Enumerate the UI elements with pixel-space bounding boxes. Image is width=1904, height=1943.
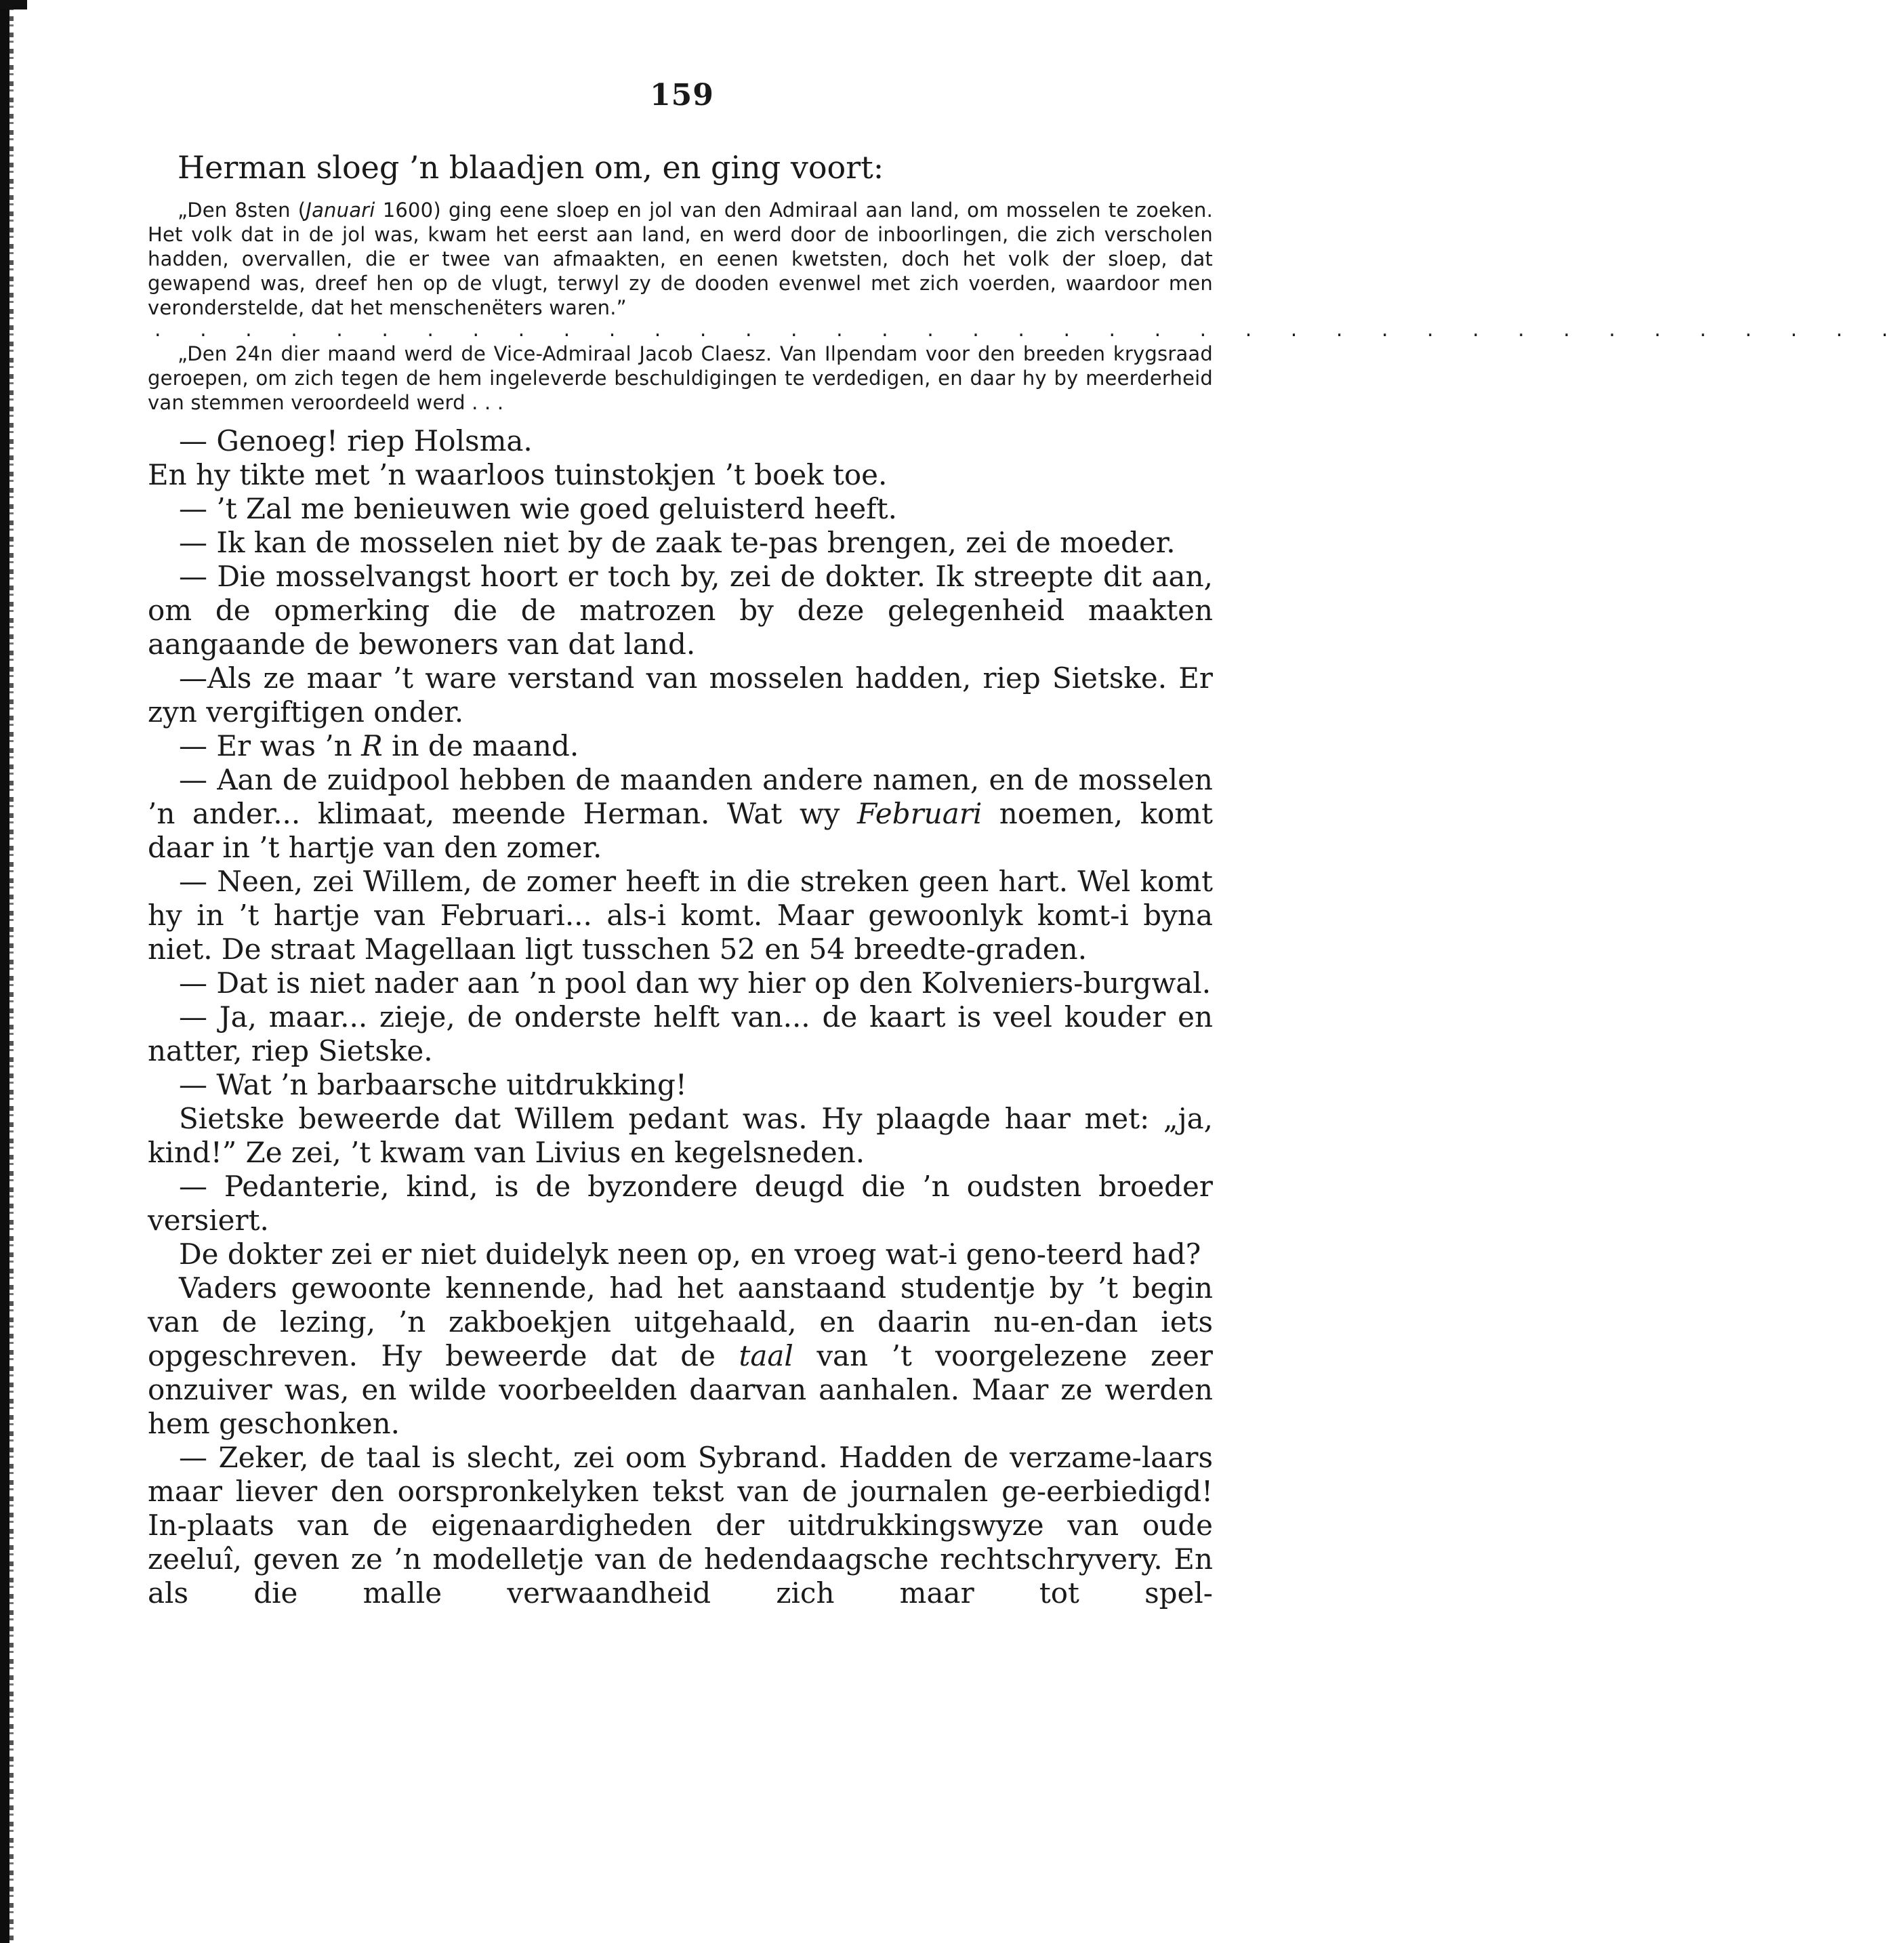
dialogue-paragraph	[148, 1000, 1213, 1068]
paragraph-text-cont: noemen, komt daar in ’t hartje van den zomer.	[148, 797, 1214, 864]
dialogue-paragraph	[148, 458, 1213, 492]
dialogue-body	[148, 424, 1213, 1610]
omission-dots: . . . . . . . . . . . . . . . . . . . . . . . . . . . . . . . . . . . . . . .	[154, 318, 1904, 342]
page-number: 159	[650, 78, 714, 113]
dialogue-paragraph	[148, 1441, 1213, 1610]
paragraph-text: — Die mosselvangst hoort er toch by, zei de dokter. Ik streepte dit aan, om de opmerking die de matrozen by deze gelegenheid maakten aangaande de bewoners van dat land.	[148, 560, 1213, 661]
paragraph-text-cont: in de maand.	[382, 729, 579, 762]
paragraph-text: Vaders gewoonte kennende, had het aanstaand studentje by ’t begin van de lezing, ’n zakboekjen uitgehaald, en daarin nu-en-dan iets opgeschreven. Hy beweerde dat de	[148, 1271, 1213, 1372]
paragraph-text: — Wat ’n barbaarsche uitdrukking!	[179, 1068, 687, 1101]
dialogue-paragraph	[148, 526, 1213, 560]
paragraph-text: En hy tikte met ’n waarloos tuinstokjen ’t boek toe.	[148, 458, 888, 491]
dialogue-paragraph	[148, 1271, 1213, 1441]
paragraph-text: —Als ze maar ’t ware verstand van mosselen hadden, riep Sietske. Er zyn vergiftigen onder.	[148, 661, 1213, 729]
dialogue-paragraph	[148, 1068, 1213, 1102]
dialogue-paragraph	[148, 661, 1213, 729]
paragraph-text: — Zeker, de taal is slecht, zei oom Sybrand. Hadden de verzame-laars maar liever den oorspronkelyken tekst van de journalen ge-eerbiedigd! In-plaats van de eigenaardigheden der uitdrukkingswyze van oude zeeluî, geven ze ’n modelletje van de hedendaagsche rechtschryvery. En als die malle verwaandheid zich maar tot spel-	[148, 1441, 1213, 1610]
journal-quote-1	[148, 198, 1213, 320]
paragraph-italic: Februari	[857, 797, 982, 830]
paragraph-text: — Ik kan de mosselen niet by de zaak te-pas brengen, zei de moeder.	[179, 526, 1176, 559]
scan-binding-edge	[0, 0, 9, 1943]
paragraph-italic: taal	[739, 1339, 793, 1372]
paragraph-text: — Dat is niet nader aan ’n pool dan wy hier op den Kolveniers-burgwal.	[179, 966, 1212, 1000]
paragraph-text: — Aan de zuidpool hebben de maanden andere namen, en de mosselen ’n ander... klimaat, meende Herman. Wat wy	[148, 763, 1213, 830]
dialogue-paragraph	[148, 1102, 1213, 1170]
dialogue-paragraph	[148, 729, 1213, 763]
paragraph-text: — ’t Zal me benieuwen wie goed geluisterd heeft.	[179, 492, 897, 525]
paragraph-text: — Ja, maar... zieje, de onderste helft van... de kaart is veel kouder en natter, riep Sietske.	[148, 1000, 1213, 1067]
page-content	[148, 148, 1904, 1610]
dialogue-paragraph	[148, 424, 1213, 458]
journal-quote-2	[148, 342, 1213, 415]
dialogue-paragraph	[148, 560, 1213, 661]
dialogue-paragraph	[148, 492, 1213, 526]
paragraph-italic: R	[361, 729, 383, 762]
scan-binding-fringe	[9, 0, 14, 1943]
quote-1-before: „Den 8sten (	[178, 199, 306, 222]
paragraph-text: Sietske beweerde dat Willem pedant was. Hy plaagde haar met: „ja, kind!” Ze zei, ’t kwam van Livius en kegelsneden.	[148, 1102, 1213, 1169]
paragraph-text-cont: van ’t voorgelezene zeer onzuiver was, en wilde voorbeelden daarvan aanhalen. Maar ze werden hem geschonken.	[148, 1339, 1213, 1440]
quote-1-italic: Januari	[306, 199, 375, 222]
paragraph-text: — Pedanterie, kind, is de byzondere deugd die ’n oudsten broeder versiert.	[148, 1170, 1213, 1237]
dialogue-paragraph	[148, 966, 1213, 1000]
paragraph-text: De dokter zei er niet duidelyk neen op, en vroeg wat-i geno-teerd had?	[179, 1238, 1201, 1271]
lead-sentence: Herman sloeg ’n blaadjen om, en ging voort:	[178, 149, 884, 186]
paragraph-text: — Neen, zei Willem, de zomer heeft in die streken geen hart. Wel komt hy in ’t hartje van Februari... als-i komt. Maar gewoonlyk komt-i byna niet. De straat Magellaan ligt tusschen 52 en 54 breedte-graden.	[148, 865, 1213, 966]
quote-1-after: 1600) ging eene sloep en jol van den Admiraal aan land, om mosselen te zoeken. Het volk dat in de jol was, kwam het eerst aan land, en werd door de inboorlingen, die zich verscholen hadden, overvallen, die er twee van afmaakten, en eenen kwetsten, doch het volk der sloep, dat gewapend was, dreef hen op de vlugt, terwyl zy de dooden evenwel met zich voerden, waardoor men veronderstelde, dat het menschenëters waren.”	[148, 199, 1213, 319]
scan-corner-mark	[0, 0, 27, 9]
dialogue-paragraph	[148, 763, 1213, 865]
dialogue-paragraph	[148, 865, 1213, 966]
paragraph-text: — Genoeg! riep Holsma.	[179, 424, 533, 457]
quote-2-before: „Den 24n dier maand werd de Vice-Admiraal Jacob Claesz. Van Ilpendam voor den breeden krygsraad geroepen, om zich tegen de hem ingeleverde beschuldigingen te verdedigen, en daar hy by meerderheid van stemmen veroordeeld werd . . .	[148, 342, 1213, 414]
paragraph-text: — Er was ’n	[179, 729, 362, 762]
dialogue-paragraph	[148, 1170, 1213, 1238]
dialogue-paragraph	[148, 1238, 1213, 1271]
journal-quote-block	[148, 198, 1904, 415]
